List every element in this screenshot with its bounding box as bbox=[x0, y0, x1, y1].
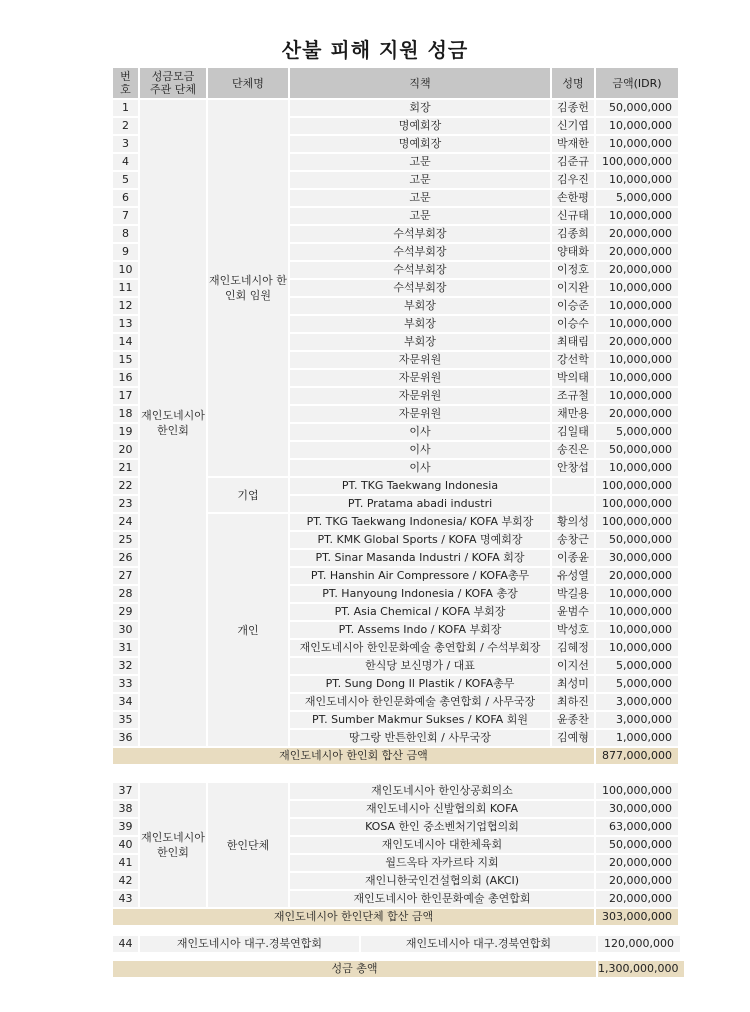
row-name: 박길용 bbox=[552, 586, 594, 602]
row-org-name: 재인도네시아 한인문화예술 총연합회 bbox=[290, 891, 594, 907]
row-name: 김예형 bbox=[552, 730, 594, 746]
row-amount: 1,000,000 bbox=[596, 730, 678, 746]
row-position: PT. Sinar Masanda Industri / KOFA 회장 bbox=[290, 550, 550, 566]
row-org-name: 재인도네시아 대한체육회 bbox=[290, 837, 594, 853]
row-no: 5 bbox=[113, 172, 138, 188]
row-name: 채만용 bbox=[552, 406, 594, 422]
row-position: 회장 bbox=[290, 100, 550, 116]
row-name: 김일태 bbox=[552, 424, 594, 440]
row-position: 수석부회장 bbox=[290, 226, 550, 242]
row-no: 38 bbox=[113, 801, 138, 817]
row-amount: 10,000,000 bbox=[596, 586, 678, 602]
row-amount: 10,000,000 bbox=[596, 604, 678, 620]
row-name: 손한평 bbox=[552, 190, 594, 206]
row-name: 이정호 bbox=[552, 262, 594, 278]
row-no: 21 bbox=[113, 460, 138, 476]
row-no: 4 bbox=[113, 154, 138, 170]
row-amount: 20,000,000 bbox=[596, 568, 678, 584]
row-name: 신기엽 bbox=[552, 118, 594, 134]
row-position: 한식당 보신명가 / 대표 bbox=[290, 658, 550, 674]
row-no: 22 bbox=[113, 478, 138, 494]
row-name bbox=[552, 478, 594, 494]
row-amount: 3,000,000 bbox=[596, 712, 678, 728]
row-position: 고문 bbox=[290, 154, 550, 170]
subtotal-row bbox=[113, 909, 678, 925]
row-position: 고문 bbox=[290, 208, 550, 224]
group-korean-orgs: 한인단체 bbox=[208, 783, 288, 907]
row-position: 자문위원 bbox=[290, 370, 550, 386]
row-no: 18 bbox=[113, 406, 138, 422]
donation-table-main bbox=[111, 66, 680, 766]
row-amount: 30,000,000 bbox=[596, 801, 678, 817]
row-amount: 20,000,000 bbox=[596, 873, 678, 889]
subtotal-amount: 877,000,000 bbox=[596, 748, 678, 764]
row-amount: 10,000,000 bbox=[596, 172, 678, 188]
row-name: 유성열 bbox=[552, 568, 594, 584]
header-amount: 금액(IDR) bbox=[596, 68, 678, 98]
row-org: 재인도네시아 대구.경북연합회 bbox=[140, 936, 359, 952]
row-amount: 10,000,000 bbox=[596, 352, 678, 368]
row-org-name: 재인도네시아 한인상공회의소 bbox=[290, 783, 594, 799]
row-name: 김종희 bbox=[552, 226, 594, 242]
row-position: 부회장 bbox=[290, 298, 550, 314]
row-org-name: 재인도네시아 신발협의회 KOFA bbox=[290, 801, 594, 817]
row-position: 수석부회장 bbox=[290, 280, 550, 296]
org-cell: 재인도네시아 한인회 bbox=[140, 783, 206, 907]
row-name: 최태림 bbox=[552, 334, 594, 350]
row-amount: 100,000,000 bbox=[596, 783, 678, 799]
row-amount: 100,000,000 bbox=[596, 496, 678, 512]
row-no: 23 bbox=[113, 496, 138, 512]
table-row bbox=[113, 100, 678, 116]
row-amount: 100,000,000 bbox=[596, 154, 678, 170]
row-position: 자문위원 bbox=[290, 406, 550, 422]
row-no: 25 bbox=[113, 532, 138, 548]
row-name: 김혜정 bbox=[552, 640, 594, 656]
row-name: 재인도네시아 대구.경북연합회 bbox=[361, 936, 596, 952]
subtotal-label: 재인도네시아 한인단체 합산 금액 bbox=[113, 909, 594, 925]
row-position: 수석부회장 bbox=[290, 262, 550, 278]
row-no: 39 bbox=[113, 819, 138, 835]
table-row bbox=[113, 936, 680, 952]
row-amount: 50,000,000 bbox=[596, 100, 678, 116]
row-no: 15 bbox=[113, 352, 138, 368]
row-no: 9 bbox=[113, 244, 138, 260]
row-no: 27 bbox=[113, 568, 138, 584]
row-name: 조규철 bbox=[552, 388, 594, 404]
row-no: 44 bbox=[113, 936, 138, 952]
row-name: 최성미 bbox=[552, 676, 594, 692]
row-amount: 5,000,000 bbox=[596, 676, 678, 692]
row-position: 이사 bbox=[290, 424, 550, 440]
row-amount: 120,000,000 bbox=[598, 936, 680, 952]
page-title: 산불 피해 지원 성금 bbox=[281, 38, 469, 62]
row-amount: 10,000,000 bbox=[596, 136, 678, 152]
row-amount: 20,000,000 bbox=[596, 855, 678, 871]
row-position: PT. Hanyoung Indonesia / KOFA 총장 bbox=[290, 586, 550, 602]
row-amount: 100,000,000 bbox=[596, 514, 678, 530]
row-amount: 20,000,000 bbox=[596, 262, 678, 278]
row-amount: 30,000,000 bbox=[596, 550, 678, 566]
row-amount: 10,000,000 bbox=[596, 316, 678, 332]
row-no: 33 bbox=[113, 676, 138, 692]
row-position: 이사 bbox=[290, 442, 550, 458]
row-name: 김종헌 bbox=[552, 100, 594, 116]
row-amount: 10,000,000 bbox=[596, 208, 678, 224]
row-amount: 50,000,000 bbox=[596, 837, 678, 853]
row-no: 1 bbox=[113, 100, 138, 116]
row-no: 17 bbox=[113, 388, 138, 404]
row-amount: 20,000,000 bbox=[596, 226, 678, 242]
row-amount: 5,000,000 bbox=[596, 190, 678, 206]
row-no: 34 bbox=[113, 694, 138, 710]
row-amount: 20,000,000 bbox=[596, 334, 678, 350]
row-no: 2 bbox=[113, 118, 138, 134]
row-amount: 3,000,000 bbox=[596, 694, 678, 710]
row-amount: 50,000,000 bbox=[596, 532, 678, 548]
row-no: 6 bbox=[113, 190, 138, 206]
row-amount: 10,000,000 bbox=[596, 460, 678, 476]
row-position: 명예회장 bbox=[290, 118, 550, 134]
org-cell: 재인도네시아 한인회 bbox=[140, 100, 206, 746]
header-position: 직책 bbox=[290, 68, 550, 98]
row-name: 박성호 bbox=[552, 622, 594, 638]
row-position: 땅그랑 반튼한인회 / 사무국장 bbox=[290, 730, 550, 746]
row-no: 32 bbox=[113, 658, 138, 674]
row-position: 자문위원 bbox=[290, 388, 550, 404]
row-name: 윤범수 bbox=[552, 604, 594, 620]
row-name: 안창섭 bbox=[552, 460, 594, 476]
row-amount: 10,000,000 bbox=[596, 388, 678, 404]
row-no: 35 bbox=[113, 712, 138, 728]
group-officers: 재인도네시아 한인회 임원 bbox=[208, 100, 288, 476]
grand-total-amount: 1,300,000,000 bbox=[598, 961, 684, 977]
group-individual: 개인 bbox=[208, 514, 288, 746]
row-amount: 10,000,000 bbox=[596, 298, 678, 314]
row-position: 재인도네시아 한인문화예술 총연합회 / 수석부회장 bbox=[290, 640, 550, 656]
row-position: 자문위원 bbox=[290, 352, 550, 368]
row-name: 이승수 bbox=[552, 316, 594, 332]
row-amount: 10,000,000 bbox=[596, 640, 678, 656]
row-name: 송창근 bbox=[552, 532, 594, 548]
row-position: PT. Hanshin Air Compressore / KOFA총무 bbox=[290, 568, 550, 584]
row-name: 강선학 bbox=[552, 352, 594, 368]
row-name: 황의성 bbox=[552, 514, 594, 530]
row-position: PT. Pratama abadi industri bbox=[290, 496, 550, 512]
row-amount: 20,000,000 bbox=[596, 891, 678, 907]
row-no: 13 bbox=[113, 316, 138, 332]
row-no: 30 bbox=[113, 622, 138, 638]
row-no: 16 bbox=[113, 370, 138, 386]
row-no: 10 bbox=[113, 262, 138, 278]
row-position: PT. TKG Taekwang Indonesia/ KOFA 부회장 bbox=[290, 514, 550, 530]
donation-table-daegu bbox=[111, 934, 682, 954]
table-header-row bbox=[113, 68, 678, 98]
header-no: 번 호 bbox=[113, 68, 138, 98]
row-no: 40 bbox=[113, 837, 138, 853]
row-position: 이사 bbox=[290, 460, 550, 476]
row-name: 박재한 bbox=[552, 136, 594, 152]
row-position: 수석부회장 bbox=[290, 244, 550, 260]
row-amount: 50,000,000 bbox=[596, 442, 678, 458]
row-amount: 100,000,000 bbox=[596, 478, 678, 494]
row-position: PT. Asia Chemical / KOFA 부회장 bbox=[290, 604, 550, 620]
row-no: 36 bbox=[113, 730, 138, 746]
row-position: PT. Assems Indo / KOFA 부회장 bbox=[290, 622, 550, 638]
row-amount: 10,000,000 bbox=[596, 370, 678, 386]
row-amount: 10,000,000 bbox=[596, 280, 678, 296]
row-position: 고문 bbox=[290, 190, 550, 206]
donation-table-organizations bbox=[111, 781, 680, 927]
row-no: 28 bbox=[113, 586, 138, 602]
row-org-name: 재인니한국인건설협의회 (AKCI) bbox=[290, 873, 594, 889]
row-position: PT. TKG Taekwang Indonesia bbox=[290, 478, 550, 494]
row-no: 29 bbox=[113, 604, 138, 620]
row-name: 이종윤 bbox=[552, 550, 594, 566]
row-name: 신규태 bbox=[552, 208, 594, 224]
row-name: 김우진 bbox=[552, 172, 594, 188]
row-amount: 5,000,000 bbox=[596, 424, 678, 440]
row-name: 김준규 bbox=[552, 154, 594, 170]
subtotal-amount: 303,000,000 bbox=[596, 909, 678, 925]
row-name: 최하진 bbox=[552, 694, 594, 710]
row-position: PT. Sumber Makmur Sukses / KOFA 회원 bbox=[290, 712, 550, 728]
row-no: 24 bbox=[113, 514, 138, 530]
subtotal-label: 재인도네시아 한인회 합산 금액 bbox=[113, 748, 594, 764]
grand-total-label: 성금 총액 bbox=[113, 961, 596, 977]
row-org-name: 월드옥타 자카르타 지회 bbox=[290, 855, 594, 871]
row-no: 19 bbox=[113, 424, 138, 440]
row-no: 42 bbox=[113, 873, 138, 889]
header-group: 단체명 bbox=[208, 68, 288, 98]
row-no: 8 bbox=[113, 226, 138, 242]
donation-total bbox=[111, 959, 686, 979]
row-amount: 20,000,000 bbox=[596, 244, 678, 260]
row-no: 12 bbox=[113, 298, 138, 314]
row-position: 재인도네시아 한인문화예술 총연합회 / 사무국장 bbox=[290, 694, 550, 710]
row-position: 고문 bbox=[290, 172, 550, 188]
row-amount: 63,000,000 bbox=[596, 819, 678, 835]
row-no: 14 bbox=[113, 334, 138, 350]
row-name: 박의태 bbox=[552, 370, 594, 386]
row-position: PT. Sung Dong Il Plastik / KOFA총무 bbox=[290, 676, 550, 692]
grand-total-row bbox=[113, 961, 684, 977]
row-no: 41 bbox=[113, 855, 138, 871]
row-no: 3 bbox=[113, 136, 138, 152]
row-amount: 20,000,000 bbox=[596, 406, 678, 422]
table-row bbox=[113, 783, 678, 799]
row-name bbox=[552, 496, 594, 512]
row-no: 37 bbox=[113, 783, 138, 799]
row-name: 이지선 bbox=[552, 658, 594, 674]
row-no: 43 bbox=[113, 891, 138, 907]
row-amount: 10,000,000 bbox=[596, 118, 678, 134]
row-no: 7 bbox=[113, 208, 138, 224]
row-no: 31 bbox=[113, 640, 138, 656]
row-position: 부회장 bbox=[290, 334, 550, 350]
group-company: 기업 bbox=[208, 478, 288, 512]
row-position: PT. KMK Global Sports / KOFA 명예회장 bbox=[290, 532, 550, 548]
row-org-name: KOSA 한인 중소벤처기업협의회 bbox=[290, 819, 594, 835]
header-org: 성금모금 주관 단체 bbox=[140, 68, 206, 98]
header-name: 성명 bbox=[552, 68, 594, 98]
row-amount: 5,000,000 bbox=[596, 658, 678, 674]
subtotal-row bbox=[113, 748, 678, 764]
row-name: 양태화 bbox=[552, 244, 594, 260]
row-name: 송진은 bbox=[552, 442, 594, 458]
row-no: 20 bbox=[113, 442, 138, 458]
row-name: 이승준 bbox=[552, 298, 594, 314]
row-amount: 10,000,000 bbox=[596, 622, 678, 638]
row-name: 이지완 bbox=[552, 280, 594, 296]
row-no: 11 bbox=[113, 280, 138, 296]
row-position: 명예회장 bbox=[290, 136, 550, 152]
row-position: 부회장 bbox=[290, 316, 550, 332]
row-no: 26 bbox=[113, 550, 138, 566]
row-name: 윤종찬 bbox=[552, 712, 594, 728]
